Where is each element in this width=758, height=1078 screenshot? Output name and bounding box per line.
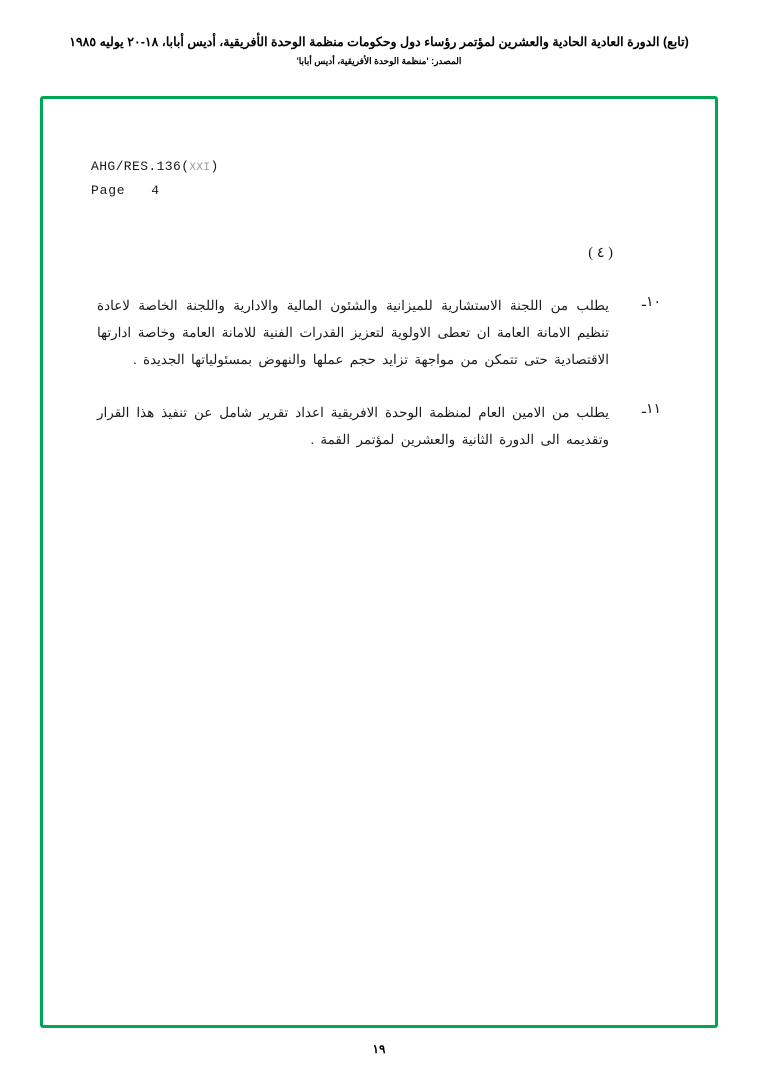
paragraph-text: يطلب من الامين العام لمنظمة الوحدة الافريقية اعداد تقرير شامل عن تنفيذ هذا القرار وتقديمه الى الدورة الثانية والعشرين لمؤتمر القمة . — [97, 405, 609, 447]
paragraph-number: ١٠ـ — [641, 295, 661, 310]
header-source: المصدر: 'منظمة الوحدة الأفريقية، أديس أبابا' — [296, 56, 462, 66]
page-number: 4 — [151, 183, 160, 199]
document-reference-id: AHG/RES.136( — [91, 159, 190, 174]
paragraph-text: يطلب من اللجنة الاستشارية للميزانية والشئون المالية والادارية واللجنة الخاصة لاعادة تنظيم الامانة العامة ان تعطى الاولوية لتعزيز القدرات الفنية للامانة العامة وخاصة ادارتها الاقتصادية حتى تتمكن من مواجهة تزايد حجم عملها والنهوض بمسئولياتها الجديدة . — [97, 298, 609, 367]
document-frame — [40, 96, 718, 1028]
paragraph-number: ١١ـ — [641, 402, 661, 417]
document-reference-session: XXI — [189, 162, 211, 174]
section-marker: ( ٤ ) — [588, 245, 613, 261]
footer-page-number: ١٩ — [372, 1042, 386, 1056]
page-label: Page — [91, 183, 126, 199]
document-reference-line — [91, 155, 219, 179]
document-reference-block — [91, 155, 219, 203]
paragraph-item — [97, 292, 661, 373]
page-indicator — [91, 179, 219, 203]
document-body — [97, 245, 661, 479]
document-reference-close: ) — [210, 159, 219, 174]
header-title: (تابع) الدورة العادية الحادية والعشرين لمؤتمر رؤساء دول وحكومات منظمة الوحدة الأفريقية، أديس أبابا، ١٨-٢٠ يوليه ١٩٨٥ — [69, 35, 689, 49]
page-header — [0, 34, 758, 67]
paragraph-item — [97, 399, 661, 453]
